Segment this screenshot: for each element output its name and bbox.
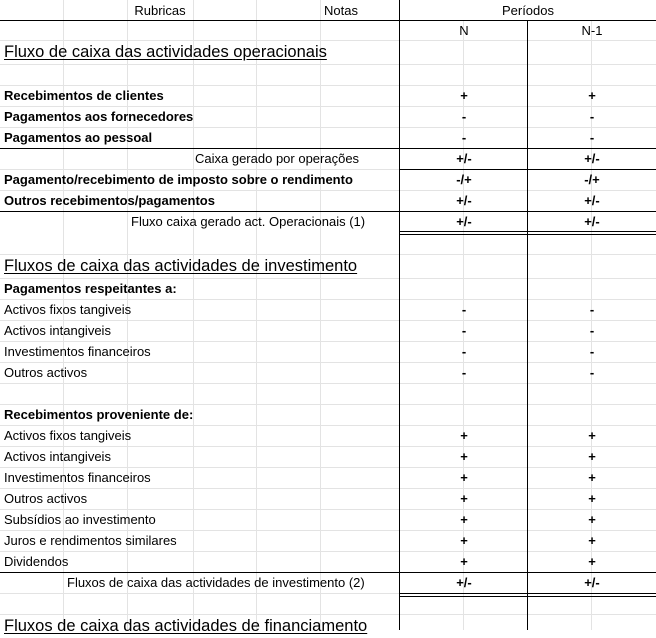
table-row bbox=[0, 551, 656, 572]
table-row bbox=[0, 85, 656, 106]
row-label: Pagamentos ao pessoal bbox=[4, 130, 153, 145]
table-row bbox=[0, 509, 656, 530]
section-title-investimento: Fluxos de caixa das actividades de investimento bbox=[4, 257, 358, 275]
value-n1: +/- bbox=[584, 151, 600, 166]
border-total1-double-b bbox=[400, 234, 656, 235]
value-n: +/- bbox=[456, 575, 472, 590]
subheader-row bbox=[0, 404, 656, 425]
value-n: +/- bbox=[456, 151, 472, 166]
value-n1: - bbox=[589, 344, 595, 359]
value-n1: + bbox=[588, 533, 596, 548]
value-n: + bbox=[460, 470, 468, 485]
row-label: Juros e rendimentos similares bbox=[4, 533, 177, 548]
value-n1: +/- bbox=[584, 214, 600, 229]
table-row bbox=[0, 341, 656, 362]
table-row bbox=[0, 106, 656, 127]
section-title-row bbox=[0, 614, 656, 638]
total-label: Fluxos de caixa das actividades de investimento (2) bbox=[67, 575, 365, 590]
table-row bbox=[0, 362, 656, 383]
table-row bbox=[0, 190, 656, 211]
value-n1: +/- bbox=[584, 193, 600, 208]
row-label: Outros activos bbox=[4, 365, 88, 380]
value-n1: + bbox=[588, 449, 596, 464]
row-label: Activos intangiveis bbox=[4, 323, 111, 338]
table-row bbox=[0, 169, 656, 190]
table-row bbox=[0, 299, 656, 320]
table-row bbox=[0, 467, 656, 488]
row-label: Subsídios ao investimento bbox=[4, 512, 156, 527]
value-n: - bbox=[461, 344, 467, 359]
value-n: - bbox=[461, 365, 467, 380]
recebimentos-header: Recebimentos proveniente de: bbox=[4, 407, 194, 422]
table-row bbox=[0, 446, 656, 467]
header-notas: Notas bbox=[324, 3, 358, 18]
value-n: + bbox=[460, 428, 468, 443]
row-label: Fluxo caixa gerado act. Operacionais (1) bbox=[131, 214, 366, 229]
row-label: Activos intangiveis bbox=[4, 449, 111, 464]
value-n1: + bbox=[588, 554, 596, 569]
row-label: Caixa gerado por operações bbox=[195, 151, 360, 166]
border-total2-double-b bbox=[400, 596, 656, 597]
value-n1: - bbox=[589, 323, 595, 338]
row-label: Dividendos bbox=[4, 554, 69, 569]
section-title-financiamento: Fluxos de caixa das actividades de financiamento bbox=[4, 617, 368, 635]
table-row bbox=[0, 148, 656, 169]
value-n: + bbox=[460, 491, 468, 506]
row-label: Investimentos financeiros bbox=[4, 344, 151, 359]
row-label: Pagamento/recebimento de imposto sobre o rendimento bbox=[4, 172, 353, 187]
value-n: - bbox=[461, 302, 467, 317]
value-n: - bbox=[461, 109, 467, 124]
pagamentos-header: Pagamentos respeitantes a: bbox=[4, 281, 177, 296]
subheader-row bbox=[0, 278, 656, 299]
value-n: - bbox=[461, 130, 467, 145]
value-n1: + bbox=[588, 491, 596, 506]
section-title-row bbox=[0, 254, 656, 278]
table-row bbox=[0, 320, 656, 341]
value-n1: - bbox=[589, 130, 595, 145]
row-label: Investimentos financeiros bbox=[4, 470, 151, 485]
value-n1: +/- bbox=[584, 575, 600, 590]
row-label: Outros activos bbox=[4, 491, 88, 506]
value-n: + bbox=[460, 88, 468, 103]
value-n: + bbox=[460, 512, 468, 527]
value-n1: + bbox=[588, 428, 596, 443]
value-n: +/- bbox=[456, 193, 472, 208]
gridline bbox=[0, 383, 656, 384]
row-label: Activos fixos tangiveis bbox=[4, 428, 132, 443]
value-n: +/- bbox=[456, 214, 472, 229]
row-label: Activos fixos tangiveis bbox=[4, 302, 132, 317]
border-total2-double-a bbox=[400, 593, 656, 594]
total-row bbox=[0, 572, 656, 593]
table-row bbox=[0, 211, 656, 232]
table-row bbox=[0, 488, 656, 509]
value-n1: - bbox=[589, 109, 595, 124]
value-n: + bbox=[460, 449, 468, 464]
value-n1: + bbox=[588, 470, 596, 485]
value-n: + bbox=[460, 533, 468, 548]
header-col-n: N bbox=[459, 23, 469, 38]
value-n1: -/+ bbox=[584, 172, 600, 187]
value-n1: + bbox=[588, 88, 596, 103]
section-title-row bbox=[0, 40, 656, 64]
value-n1: - bbox=[589, 365, 595, 380]
header-col-n1: N-1 bbox=[581, 23, 603, 38]
value-n: -/+ bbox=[456, 172, 472, 187]
value-n1: - bbox=[589, 302, 595, 317]
gridline bbox=[0, 64, 656, 65]
table-row bbox=[0, 425, 656, 446]
row-label: Pagamentos aos fornecedores bbox=[4, 109, 194, 124]
header-rubricas: Rubricas bbox=[134, 3, 186, 18]
value-n: - bbox=[461, 323, 467, 338]
row-label: Recebimentos de clientes bbox=[4, 88, 164, 103]
header-periodos: Períodos bbox=[501, 3, 555, 18]
table-row bbox=[0, 530, 656, 551]
section-title-operacionais: Fluxo de caixa das actividades operacionais bbox=[4, 43, 327, 61]
value-n1: + bbox=[588, 512, 596, 527]
table-row bbox=[0, 127, 656, 148]
value-n: + bbox=[460, 554, 468, 569]
row-label: Outros recebimentos/pagamentos bbox=[4, 193, 215, 208]
